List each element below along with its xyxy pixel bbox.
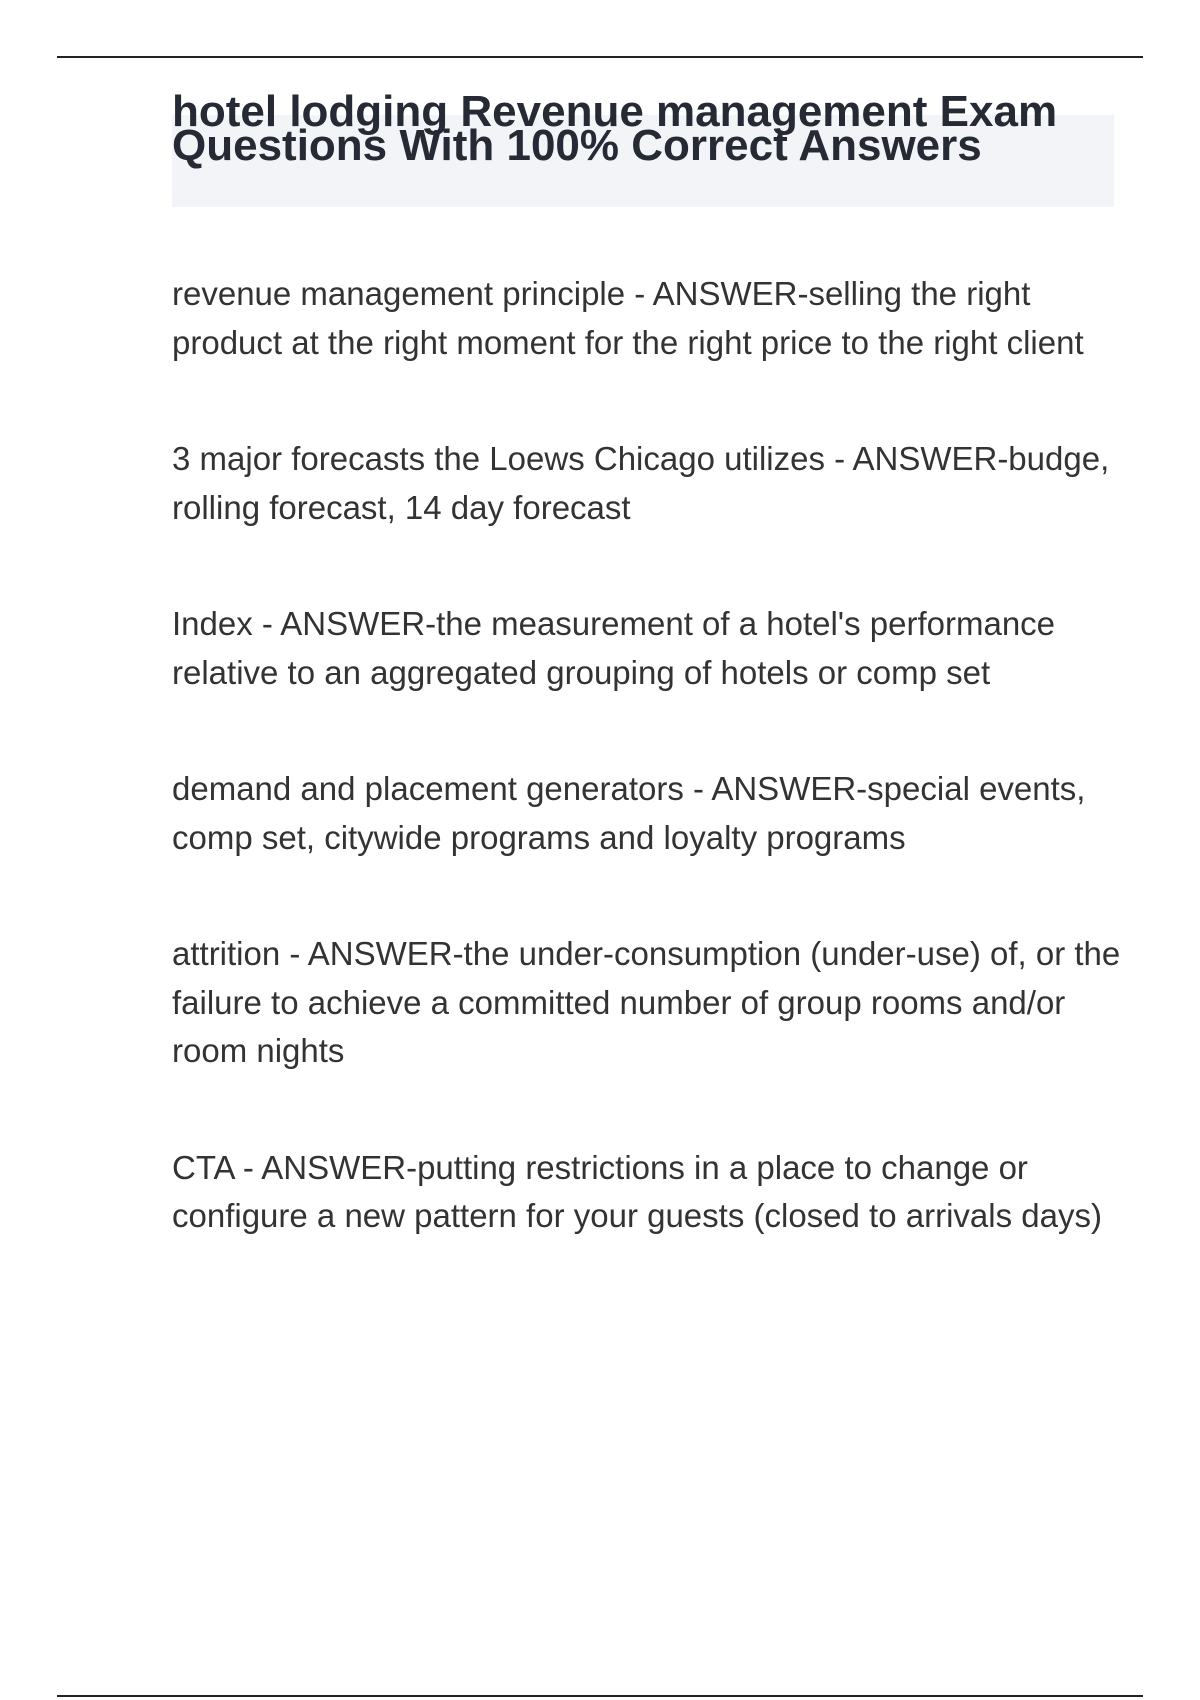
top-divider <box>57 56 1143 58</box>
qa-item-major-forecasts: 3 major forecasts the Loews Chicago utilizes - ANSWER-budge, rolling forecast, 14 day forecast <box>172 440 1110 526</box>
document-title: hotel lodging Revenue management Exam Questions With 100% Correct Answers <box>172 87 1058 170</box>
qa-item-demand-generators: demand and placement generators - ANSWER-special events, comp set, citywide programs and loyalty programs <box>172 770 1086 856</box>
qa-item-cta: CTA - ANSWER-putting restrictions in a place to change or configure a new pattern for your guests (closed to arrivals days) <box>172 1148 1102 1234</box>
qa-item-index: Index - ANSWER-the measurement of a hotel's performance relative to an aggregated grouping of hotels or comp set <box>172 605 1056 691</box>
qa-item-revenue-management-principle: revenue management principle - ANSWER-selling the right product at the right moment for the right price to the right client <box>172 275 1084 361</box>
qa-list <box>172 270 1122 1241</box>
qa-item-attrition: attrition - ANSWER-the under-consumption (under-use) of, or the failure to achieve a committed number of group rooms and/or room nights <box>172 935 1121 1069</box>
bottom-divider <box>57 1695 1143 1697</box>
